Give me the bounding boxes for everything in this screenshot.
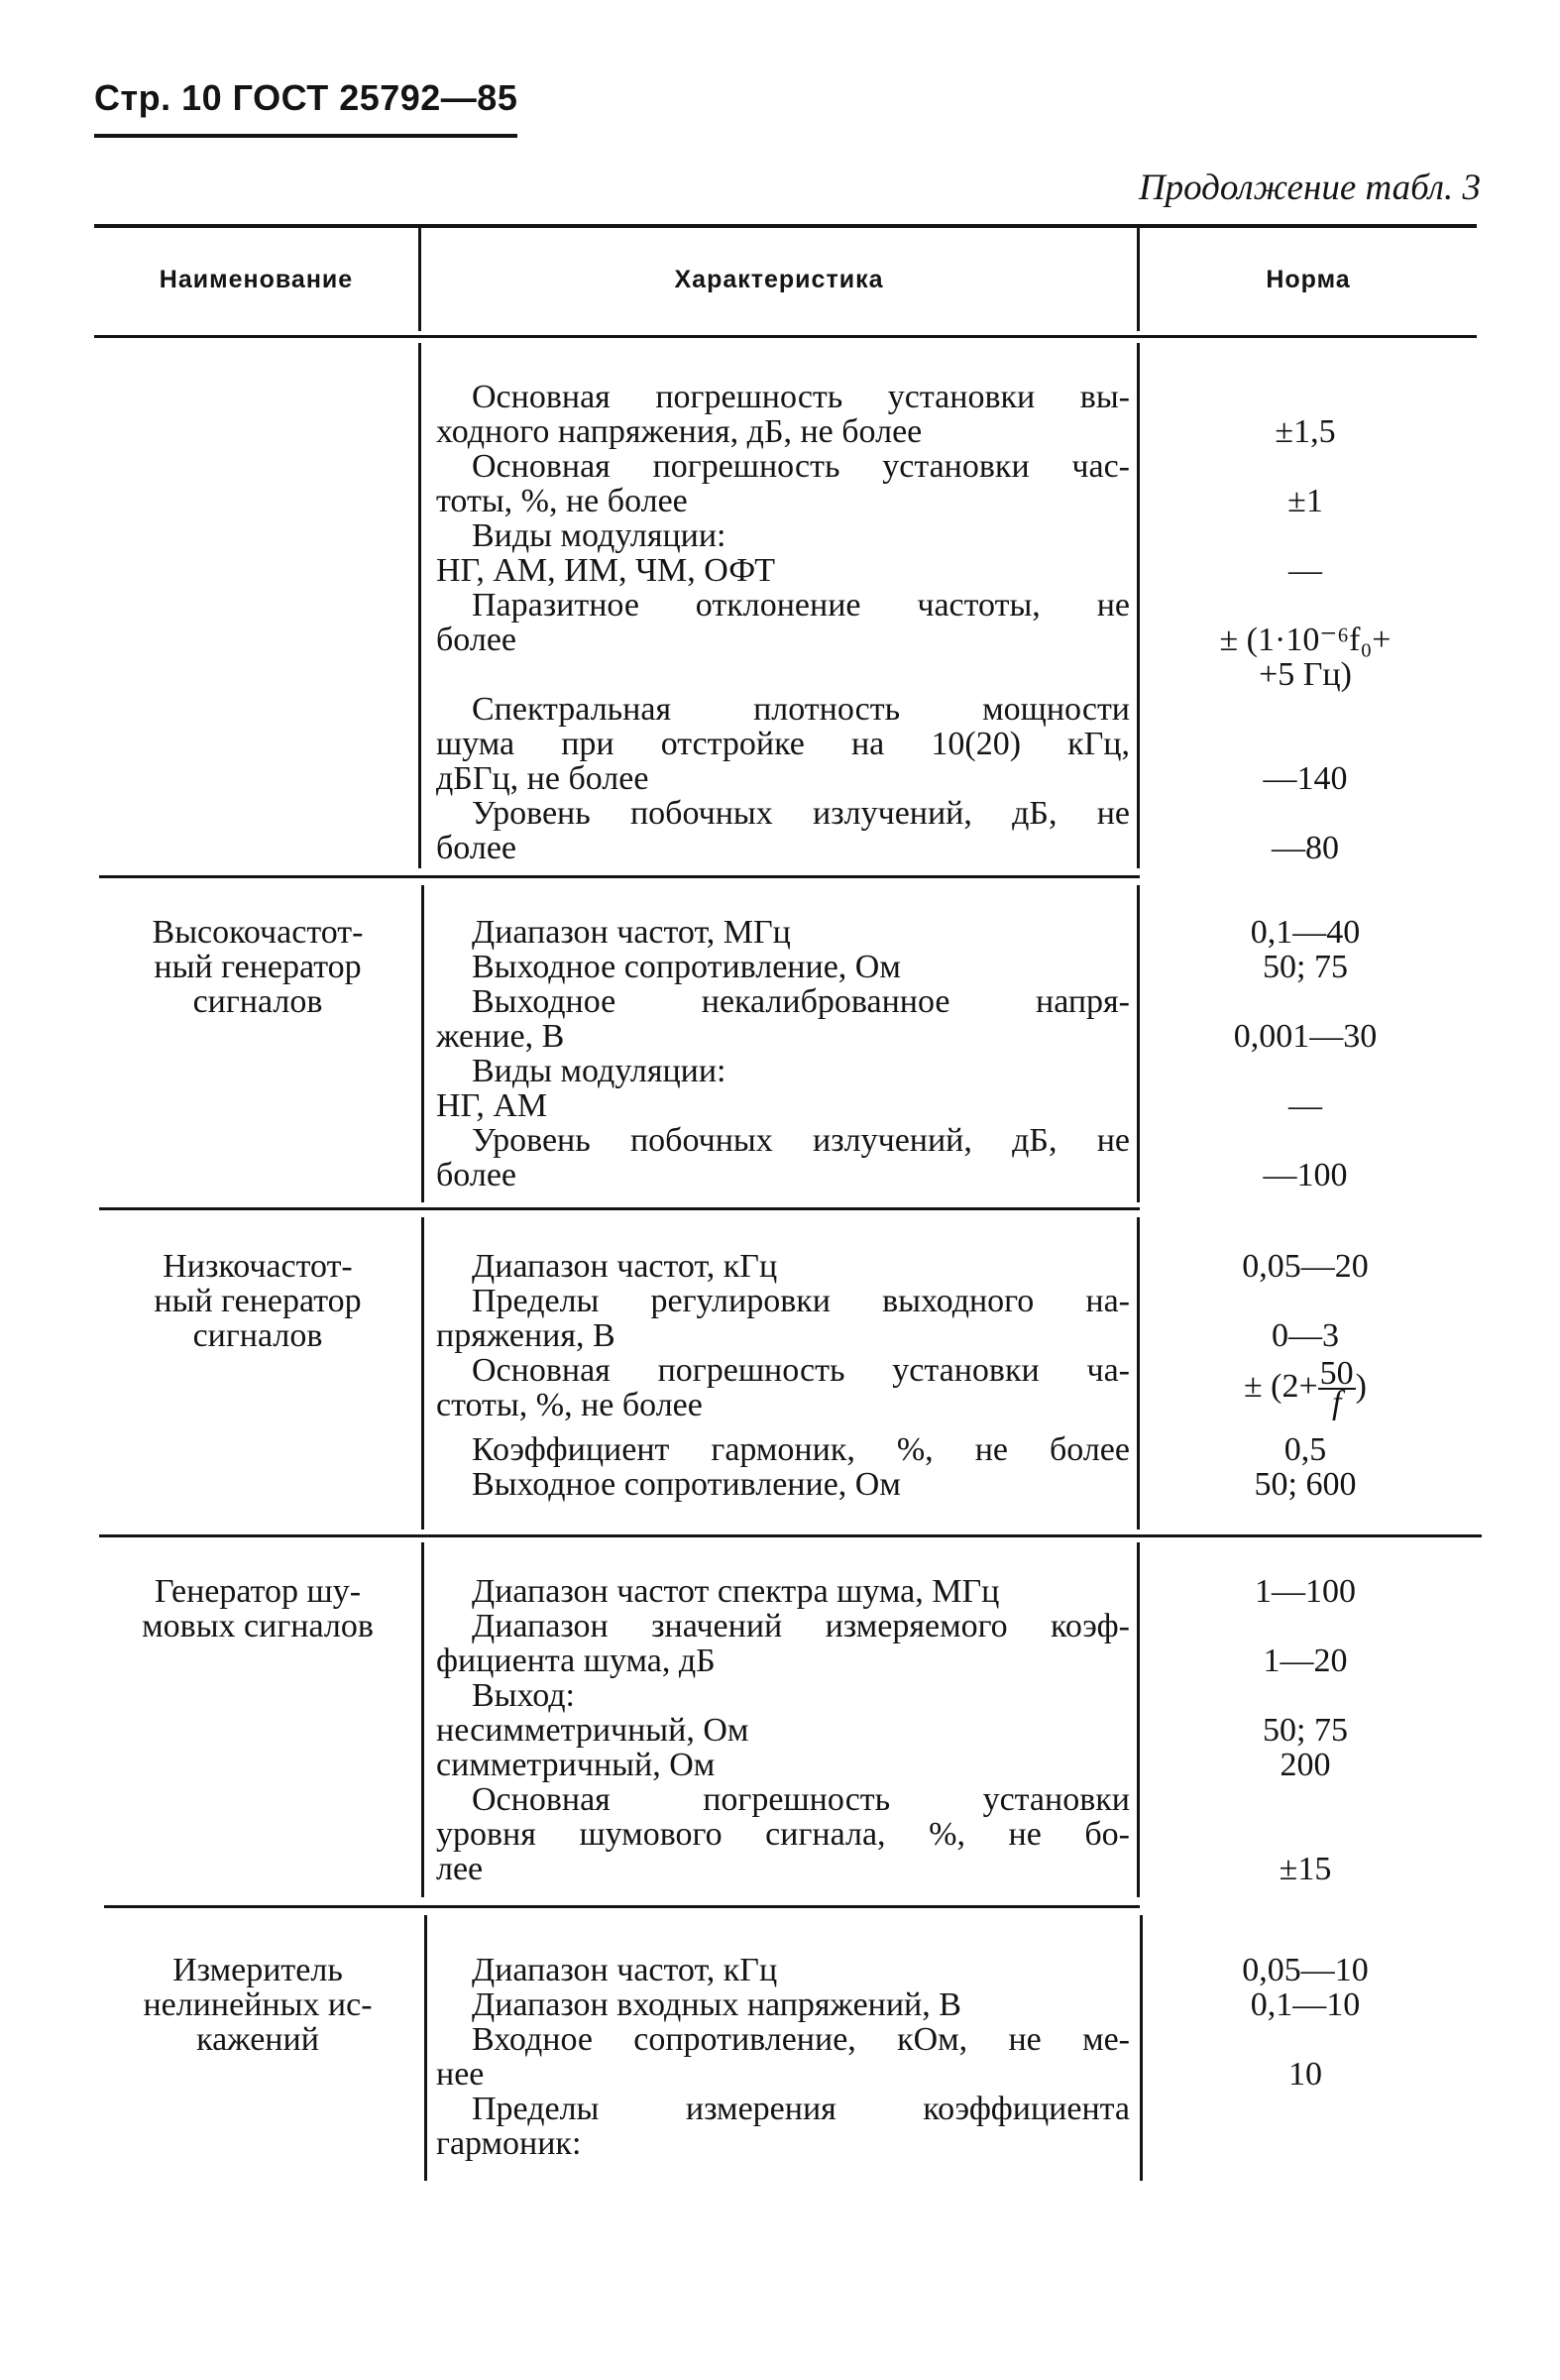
characteristic-line: стоты, %, не более [436, 1387, 703, 1423]
characteristic-line: Диапазон частот, МГц [472, 914, 791, 951]
fraction-numerator: 50 [1319, 1355, 1354, 1392]
characteristic-line: несимметричный, Ом [436, 1712, 749, 1749]
column-divider [418, 343, 421, 868]
row-name-line: мовых сигналов [142, 1608, 374, 1644]
characteristic-line: НГ, АМ [436, 1087, 548, 1124]
table-top-rule [94, 224, 1477, 228]
characteristic-line: тоты, %, не более [436, 483, 688, 519]
characteristic-line: симметричный, Ом [436, 1747, 716, 1783]
characteristic-line: Основная погрешность установки вы- [472, 379, 1130, 415]
table-continuation-label: Продолжение табл. 3 [1138, 168, 1481, 208]
characteristic-line: Выходное некалиброванное напря- [472, 983, 1130, 1020]
column-divider [1137, 1542, 1140, 1897]
characteristic-line: Диапазон частот, кГц [472, 1952, 778, 1988]
norm-value: 0,1—10 [1250, 1986, 1361, 2023]
characteristic-line: дБГц, не более [436, 760, 649, 797]
norm-value: 0,1—40 [1250, 914, 1361, 951]
characteristic-line: Диапазон частот, кГц [472, 1248, 778, 1285]
formula-suffix: ) [1355, 1367, 1367, 1405]
characteristic-line: Выход: [472, 1677, 575, 1714]
row-name-line: кажений [196, 2021, 319, 2058]
table-header-rule [94, 335, 1477, 338]
norm-value: 0,05—10 [1242, 1952, 1369, 1988]
characteristic-line: Виды модуляции: [472, 1053, 726, 1089]
characteristic-line: Уровень побочных излучений, дБ, не [472, 1122, 1130, 1159]
row-separator [104, 1905, 1140, 1908]
characteristic-line: Коэффициент гармоник, %, не более [472, 1431, 1130, 1468]
fraction-denominator: f [1331, 1385, 1342, 1421]
norm-value: 0,5 [1283, 1431, 1327, 1468]
characteristic-line: Диапазон входных напряжений, В [472, 1986, 961, 2023]
characteristic-line: Спектральная плотность мощности [472, 691, 1130, 728]
column-header-characteristic: Характеристика [674, 266, 884, 293]
norm-formula [1142, 1355, 1469, 1421]
characteristic-line: Основная погрешность установки час- [472, 448, 1130, 485]
characteristic-line: ходного напряжения, дБ, не более [436, 413, 923, 450]
characteristic-line: более [436, 1157, 516, 1193]
norm-value: 50; 75 [1263, 949, 1348, 985]
characteristic-line: пряжения, В [436, 1317, 615, 1354]
formula-prefix: ± (2+ [1244, 1367, 1318, 1405]
norm-value: —100 [1263, 1157, 1348, 1193]
row-separator [99, 1534, 1482, 1537]
characteristic-line: Выходное сопротивление, Ом [472, 1466, 901, 1503]
formula-fraction [1318, 1355, 1356, 1421]
characteristic-line: Паразитное отклонение частоты, не [472, 587, 1130, 623]
norm-value: — [1288, 552, 1322, 589]
column-divider [1137, 343, 1140, 868]
characteristic-line: фициента шума, дБ [436, 1643, 716, 1679]
norm-value: — [1288, 1087, 1322, 1124]
norm-value: +5 Гц) [1259, 656, 1352, 693]
column-header-norm: Норма [1266, 266, 1351, 293]
characteristic-line: Уровень побочных излучений, дБ, не [472, 795, 1130, 832]
characteristic-line: жение, В [436, 1018, 565, 1055]
norm-value: ±15 [1279, 1851, 1332, 1887]
column-divider [421, 885, 424, 1202]
row-name-line: ный генератор [154, 1283, 362, 1319]
norm-value: ±1,5 [1275, 413, 1336, 450]
norm-value: ± (1·10⁻⁶f₀+ [1219, 622, 1392, 658]
characteristic-line: более [436, 830, 516, 866]
norm-value: ±1 [1287, 483, 1323, 519]
row-name-line: Низкочастот- [163, 1248, 353, 1285]
column-divider [421, 1542, 424, 1897]
characteristic-line: Пределы измерения коэффициента [472, 2091, 1130, 2127]
norm-value: 0,05—20 [1242, 1248, 1369, 1285]
characteristic-line: Входное сопротивление, кОм, не ме- [472, 2021, 1130, 2058]
characteristic-line: нее [436, 2056, 485, 2093]
row-name-line: сигналов [192, 1317, 323, 1354]
page-header: Стр. 10 ГОСТ 25792—85 [94, 77, 518, 118]
norm-value: 0—3 [1272, 1317, 1339, 1354]
norm-value: 10 [1288, 2056, 1322, 2093]
characteristic-line: шума при отстройке на 10(20) кГц, [436, 726, 1130, 762]
characteristic-line: Диапазон частот спектра шума, МГц [472, 1573, 1000, 1610]
column-header-name: Наименование [159, 266, 354, 293]
characteristic-line: Выходное сопротивление, Ом [472, 949, 901, 985]
row-separator [99, 1207, 1140, 1210]
norm-value: 50; 600 [1254, 1466, 1357, 1503]
norm-value: —80 [1272, 830, 1339, 866]
row-name-line: Высокочастот- [152, 914, 364, 951]
characteristic-line: Основная погрешность установки [472, 1781, 1130, 1818]
norm-value: 1—100 [1255, 1573, 1356, 1610]
column-divider [1137, 885, 1140, 1202]
characteristic-line: гармоник: [436, 2125, 582, 2162]
characteristic-line: уровня шумового сигнала, %, не бо- [436, 1816, 1130, 1853]
row-name-line: ный генератор [154, 949, 362, 985]
row-separator [99, 875, 1140, 878]
characteristic-line: лее [436, 1851, 484, 1887]
characteristic-line: НГ, АМ, ИМ, ЧМ, ОФТ [436, 552, 776, 589]
row-name-line: сигналов [192, 983, 323, 1020]
norm-value: 1—20 [1263, 1643, 1348, 1679]
characteristic-line: Основная погрешность установки ча- [472, 1352, 1130, 1389]
header-underline [94, 134, 517, 138]
norm-value: 0,001—30 [1233, 1018, 1378, 1055]
column-divider [421, 1217, 424, 1530]
characteristic-line: Диапазон значений измеряемого коэф- [472, 1608, 1130, 1644]
row-name-line: нелинейных ис- [143, 1986, 373, 2023]
characteristic-line: более [436, 622, 516, 658]
row-name-line: Измеритель [172, 1952, 343, 1988]
column-divider [1137, 1217, 1140, 1530]
characteristic-line: Пределы регулировки выходного на- [472, 1283, 1130, 1319]
norm-value: —140 [1263, 760, 1348, 797]
row-name-line: Генератор шу- [154, 1573, 362, 1610]
column-divider [424, 1915, 427, 2181]
norm-value: 200 [1280, 1747, 1331, 1783]
characteristic-line: Виды модуляции: [472, 517, 726, 554]
norm-value: 50; 75 [1263, 1712, 1348, 1749]
